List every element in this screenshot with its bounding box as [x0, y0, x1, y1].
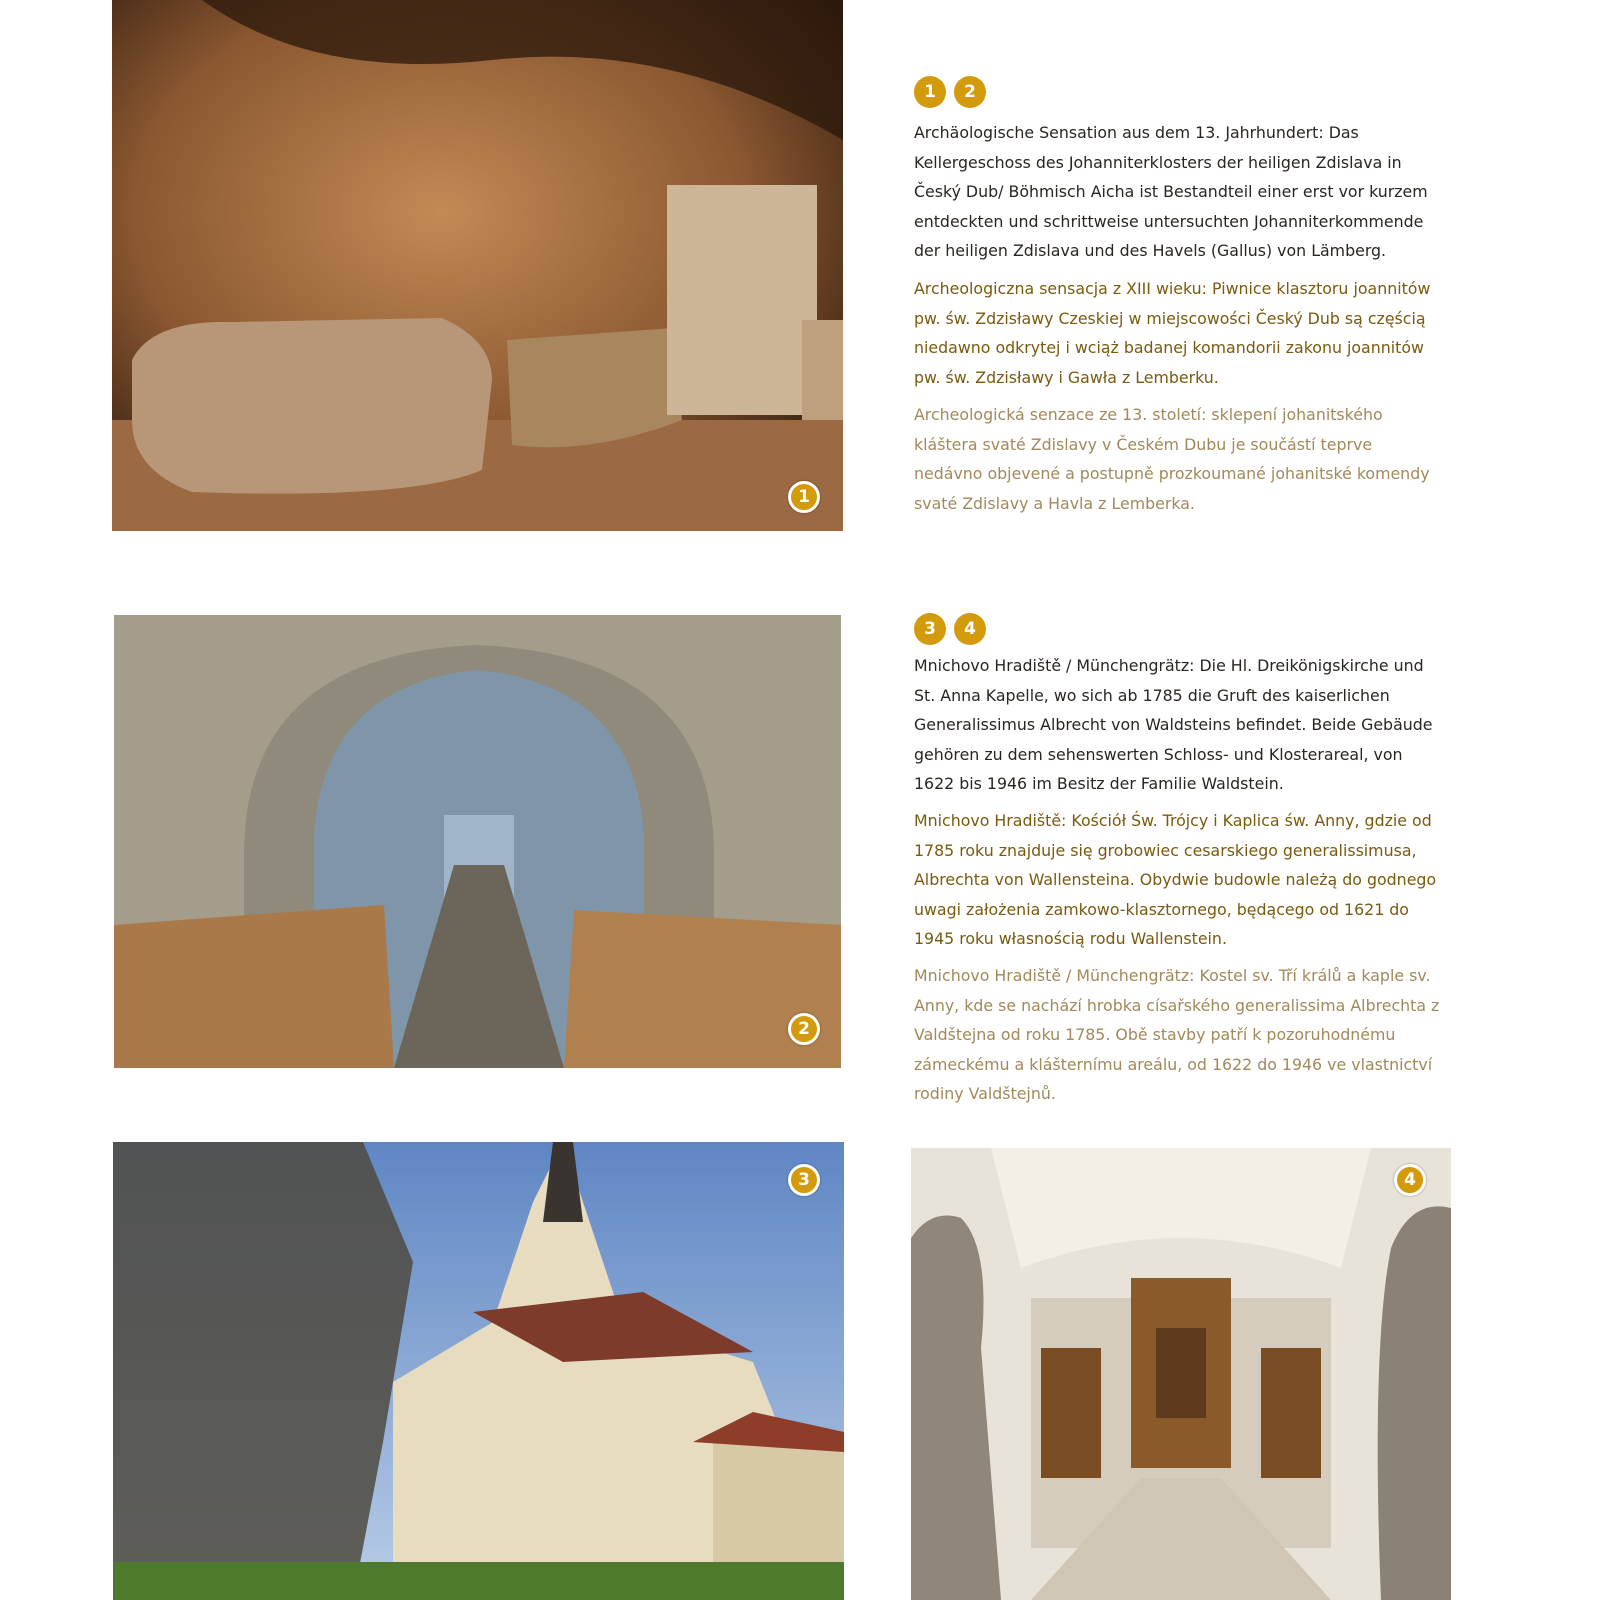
photo-church-interior: [911, 1148, 1451, 1600]
section1-badges: [914, 76, 986, 108]
section1-polish-text: Archeologiczna sensacja z XIII wieku: Piwnice klasztoru joannitów pw. św. Zdzisławy Czeskiej w miejscowości Český Dub są częścią niedawno odkrytej i wciąż badanej komandorii zakonu joannitów pw. św. Zdzisławy i Gawła z Lemberku.: [914, 279, 1431, 387]
photo-crypt-arches: [114, 615, 841, 1068]
photo-badge-1: 1: [788, 481, 820, 513]
section1-german-text: Archäologische Sensation aus dem 13. Jahrhundert: Das Kellergeschoss des Johanniterklosters der heiligen Zdislava in Český Dub/ Böhmisch Aicha ist Bestandteil einer erst vor kurzem entdeckten und schrittweise untersuchten Johanniterkommende der heiligen Zdislava und des Havels (Gallus) von Lämberg.: [914, 123, 1428, 261]
section1-czech-text: Archeologická senzace ze 13. století: sklepení johanitského kláštera svaté Zdislavy v Českém Dubu je součástí teprve nedávno objevené a postupně prozkoumané johanitské komendy svaté Zdislavy a Havla z Lemberka.: [914, 405, 1430, 513]
photo-cellar-stones: [112, 0, 843, 531]
number-badge-3: 3: [914, 613, 946, 645]
number-badge-1: 1: [914, 76, 946, 108]
number-badge-4: 4: [954, 613, 986, 645]
number-badge-2: 2: [954, 76, 986, 108]
photo-church-exterior: [113, 1142, 844, 1600]
section2-polish-text: Mnichovo Hradiště: Kościół Św. Trójcy i Kaplica św. Anny, gdzie od 1785 roku znajduje się grobowiec cesarskiego generalissimusa, Albrechta von Wallensteina. Obydwie budowle należą do godnego uwagi założenia zamkowo-klasztornego, będącego od 1621 do 1945 roku własnością rodu Wallenstein.: [914, 811, 1437, 949]
section2-german-text: Mnichovo Hradiště / Münchengrätz: Die Hl. Dreikönigskirche und St. Anna Kapelle, wo sich ab 1785 die Gruft des kaiserlichen Generalissimus Albrecht von Waldsteins befindet. Beide Gebäude gehören zu dem sehenswerten Schloss- und Klosterareal, von 1622 bis 1946 im Besitz der Familie Waldstein.: [914, 656, 1433, 794]
photo-badge-2: 2: [788, 1013, 820, 1045]
section2-badges: [914, 613, 986, 645]
section2-czech-text: Mnichovo Hradiště / Münchengrätz: Kostel sv. Tří králů a kaple sv. Anny, kde se nachází hrobka císařského generalissima Albrechta z Valdštejna od roku 1785. Obě stavby patří k pozoruhodnému zámeckému a klášternímu areálu, od 1622 do 1946 ve vlastnictví rodiny Valdštejnů.: [914, 966, 1440, 1104]
photo-badge-3: 3: [788, 1164, 820, 1196]
photo-badge-4: 4: [1394, 1164, 1426, 1196]
